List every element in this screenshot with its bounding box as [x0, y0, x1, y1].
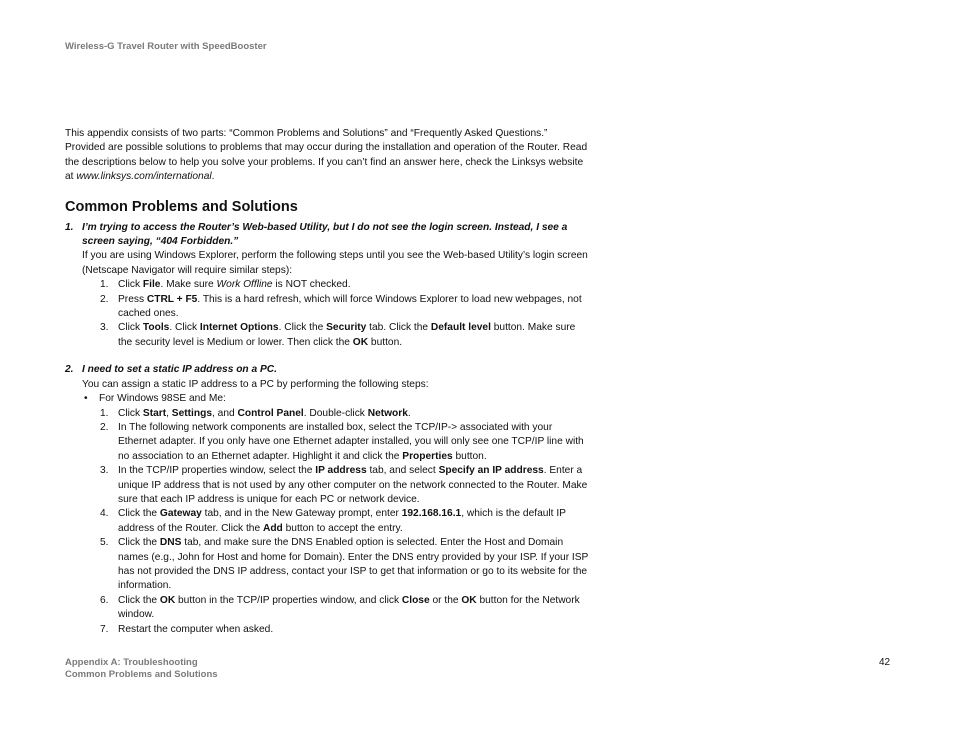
footer-section: Common Problems and Solutions: [65, 669, 218, 680]
page-number: 42: [879, 657, 891, 668]
intro-paragraph: This appendix consists of two parts: “Common Problems and Solutions” and “Frequently Asked Questions.” Provided are possible solutions to problems that may occur during the installation and operation of the Router. Read the descriptions below to help you solve your problems. If you can’t find an answer here, check the Linksys website at www.linksys.com/international.: [65, 128, 588, 183]
step-item: 5. Click the DNS tab, and make sure the DNS Enabled option is selected. Enter the Host and Domain names (e.g., John for Host and home for Domain). Enter the DNS entry provided by your ISP. If your ISP has not provided the DNS IP address, contact your ISP to get that information or go to its website for the information.: [100, 537, 589, 592]
bullet-item: • For Windows 98SE and Me:: [65, 392, 590, 406]
step-item: 3. Click Tools. Click Internet Options. Click the Security tab. Click the Default level button. Make sure the security level is Medium or lower. Then click the OK button.: [100, 322, 576, 348]
intro-text: This appendix consists of two parts: “Common Problems and Solutions” and “Frequently Asked Questions.” Provided are possible solutions to problems that may occur during the installation and operation of the Router. Read the descriptions below to help you solve your problems. If you can’t find an answer here, check the Linksys website at: [65, 128, 588, 183]
step-item: 1. Click File. Make sure Work Offline is NOT checked.: [100, 279, 351, 291]
answer-description: If you are using Windows Explorer, perform the following steps until you see the Web-based Utility’s login screen (Netscape Navigator will require similar steps):: [82, 250, 588, 276]
section-title: Common Problems and Solutions: [65, 198, 298, 215]
question-2: [65, 363, 590, 377]
question-text: I’m trying to access the Router’s Web-based Utility, but I do not see the login screen. Instead, I see a screen saying, “404 Forbidden.”: [82, 221, 568, 248]
footer-chapter: Appendix A: Troubleshooting: [65, 657, 198, 668]
step-item: 6. Click the OK button in the TCP/IP properties window, and click Close or the OK button for the Network window.: [100, 594, 580, 621]
step-item: 7. Restart the computer when asked.: [100, 623, 274, 635]
step-item: 1. Click Start, Settings, and Control Panel. Double-click Network.: [100, 407, 411, 419]
linksys-link[interactable]: www.linksys.com/international: [76, 171, 212, 183]
footer: [65, 657, 218, 681]
question-number: 1.: [65, 221, 74, 233]
step-item: 3. In the TCP/IP properties window, select the IP address tab, and select Specify an IP address. Enter a unique IP address that is not used by any other computer on the network connected to the Router. Make sure that each IP address is unique for each PC or network device.: [100, 465, 588, 505]
question-number: 2.: [65, 364, 74, 376]
running-header: Wireless-G Travel Router with SpeedBooster: [65, 41, 267, 52]
answer-description: You can assign a static IP address to a PC by performing the following steps:: [82, 378, 429, 390]
page-body: [65, 127, 590, 637]
question-1: [65, 221, 590, 250]
step-item: 2. Press CTRL + F5. This is a hard refresh, which will force Windows Explorer to load new webpages, not cached ones.: [100, 293, 582, 320]
question-text: I need to set a static IP address on a PC.: [82, 364, 277, 376]
bullet-icon: •: [84, 393, 88, 405]
step-item: 2. In The following network components are installed box, select the TCP/IP-> associated with your Ethernet adapter. If you only have one Ethernet adapter installed, you will only see one TCP/IP line with no association to an Ethernet adapter. Highlight it and click the Properties button.: [100, 421, 584, 462]
step-item: 4. Click the Gateway tab, and in the New Gateway prompt, enter 192.168.16.1, which is the default IP address of the Router. Click the Add button to accept the entry.: [100, 508, 566, 534]
